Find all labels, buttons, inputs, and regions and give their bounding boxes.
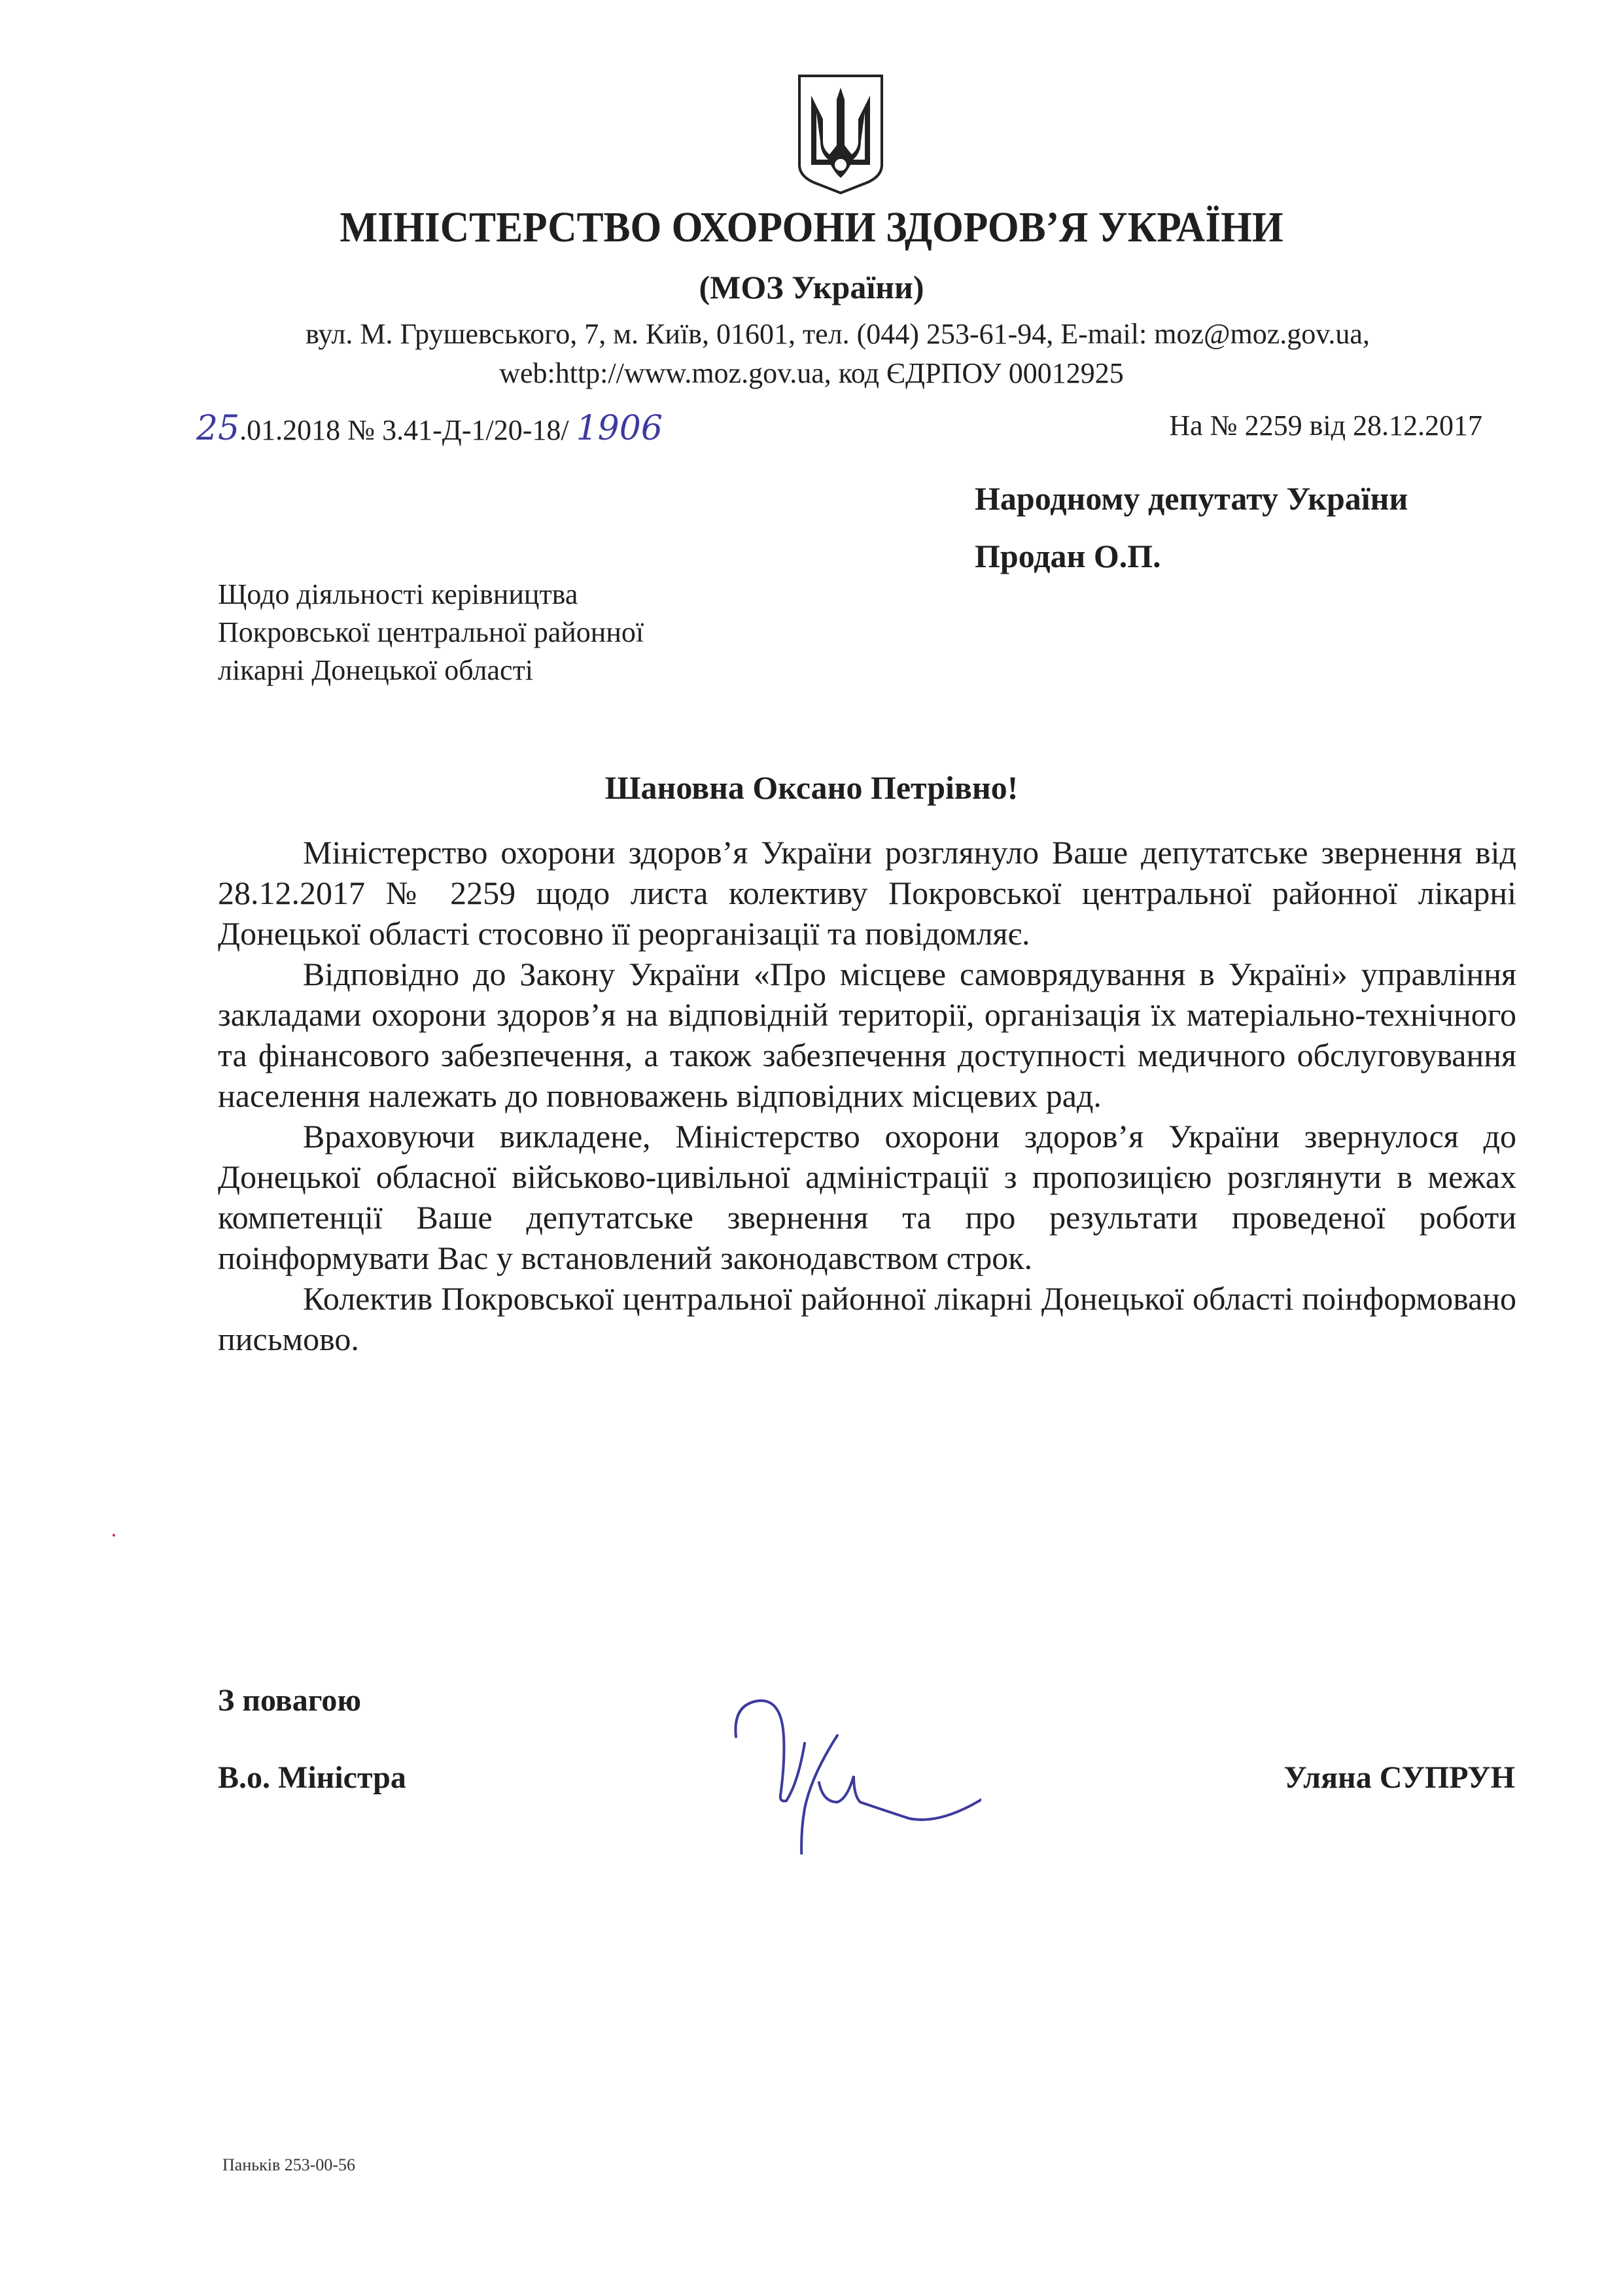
outgoing-reference — [196, 409, 663, 448]
recipient-block — [975, 470, 1408, 585]
greeting: Шановна Оксано Петрівно! — [604, 769, 1019, 806]
outgoing-date-number: .01.2018 № 3.41-Д-1/20-18/ — [239, 414, 569, 446]
letter-body — [218, 832, 1516, 1359]
body-paragraph: Колектив Покровської центральної районної лікарні Донецької області поінформовано письмово. — [218, 1280, 1516, 1357]
recipient-name: Продан О.П. — [975, 538, 1161, 574]
executor-contact: Паньків 253-00-56 — [222, 2155, 356, 2174]
body-paragraph: Міністерство охорони здоров’я України розглянуло Ваше депутатське звернення від 28.12.2017 № 2259 щодо листа колективу Покровської центральної районної лікарні Донецької області стосовно її реорганізації та повідомляє. — [218, 834, 1516, 952]
handwritten-day: 25 — [196, 409, 240, 448]
incoming-reference: На № 2259 від 28.12.2017 — [1169, 409, 1482, 442]
address-line-1: вул. М. Грушевського, 7, м. Київ, 01601, тел. (044) 253-61-94, E-mail: moz@moz.gov.ua, — [305, 318, 1370, 350]
trident-emblem-icon — [797, 73, 884, 195]
signatory-role: В.о. Міністра — [218, 1760, 406, 1795]
body-paragraph: Відповідно до Закону України «Про місцеве самоврядування в Україні» управління закладами охорони здоров’я на відповідній території, організація їх матеріально-технічного та фінансового забезпечення, а також забезпечення доступності медичного обслуговування населення належать до повноважень відповідних місцевих рад. — [218, 956, 1516, 1114]
closing-phrase: З повагою — [218, 1683, 361, 1718]
body-paragraph: Враховуючи викладене, Міністерство охорони здоров’я України звернулося до Донецької обласної військово-цивільної адміністрації з пропозицією розглянути в межах компетенції Ваше депутатське звернення та про результати проведеної роботи поінформувати Вас у встановлений законодавством строк. — [218, 1118, 1516, 1276]
ministry-title: МІНІСТЕРСТВО ОХОРОНИ ЗДОРОВ’Я УКРАЇНИ — [340, 203, 1283, 251]
ministry-abbreviation: (МОЗ України) — [699, 269, 924, 305]
handwritten-signature-icon — [707, 1684, 981, 1854]
recipient-title: Народному депутату України — [975, 480, 1408, 517]
address-line-2: web:http://www.moz.gov.ua, код ЄДРПОУ 00012925 — [499, 357, 1124, 389]
subject-line: лікарні Донецької області — [218, 654, 534, 686]
subject-block — [218, 576, 644, 689]
handwritten-registration-number: 1906 — [576, 409, 663, 448]
stray-mark — [113, 1534, 115, 1537]
signatory-name: Уляна СУПРУН — [1283, 1760, 1515, 1795]
subject-line: Щодо діяльності керівництва — [218, 578, 578, 610]
subject-line: Покровської центральної районної — [218, 616, 644, 648]
